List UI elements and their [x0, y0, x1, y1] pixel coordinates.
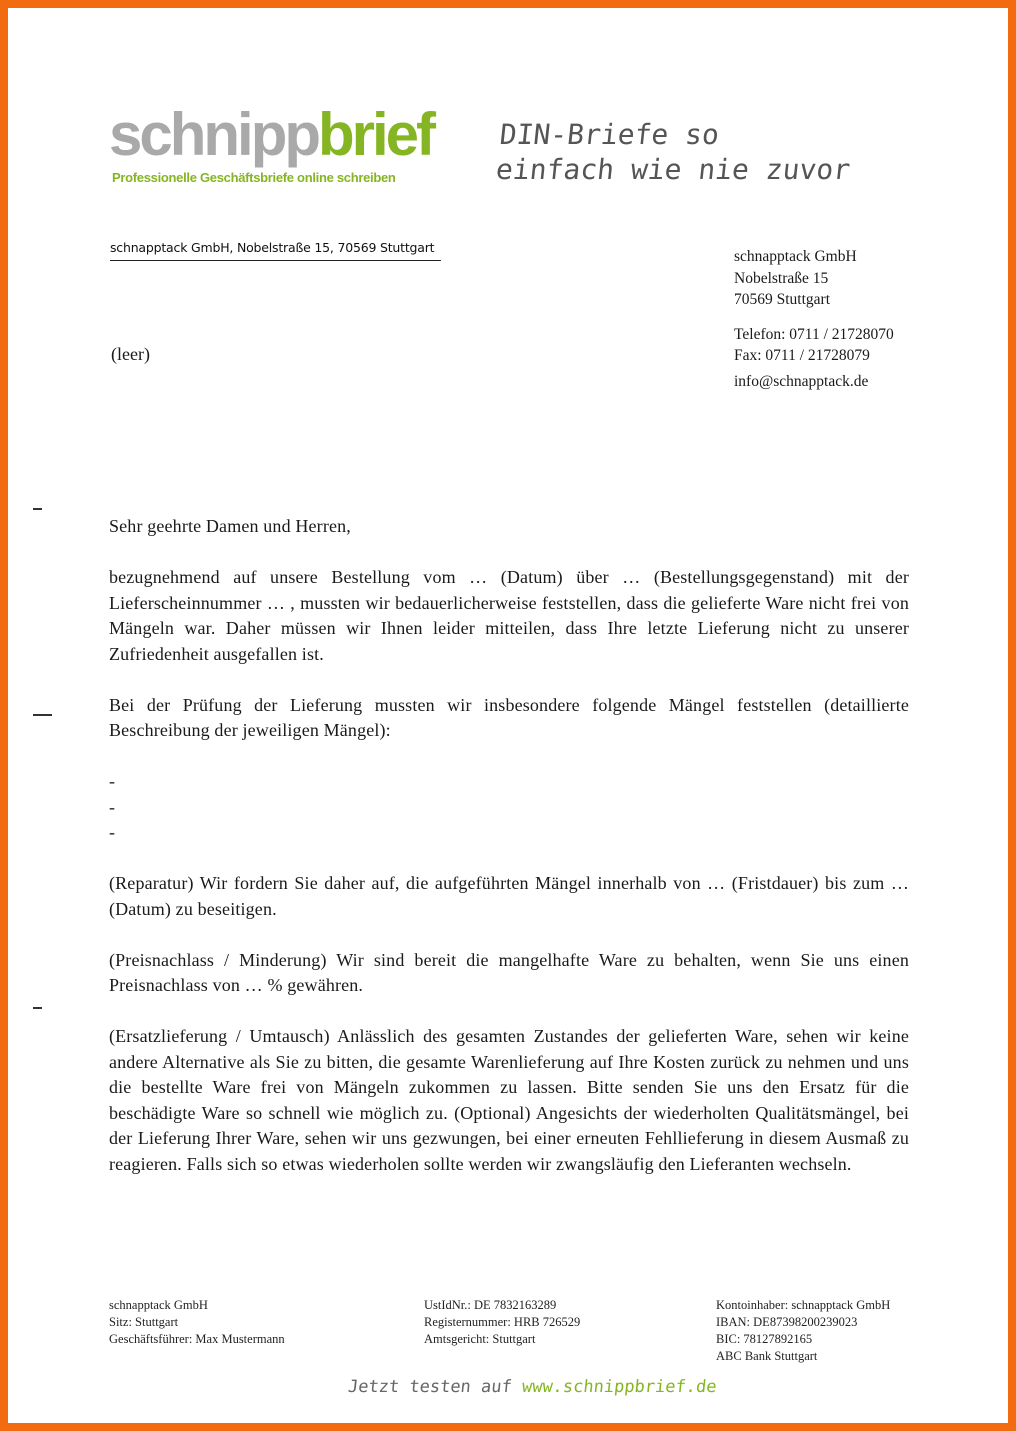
contact-email: info@schnapptack.de	[734, 372, 869, 390]
contact-street: Nobelstraße 15	[734, 269, 829, 287]
contact-phone: Telefon: 0711 / 21728070	[734, 325, 894, 343]
call-to-action	[347, 1377, 718, 1397]
contact-fax: Fax: 0711 / 21728079	[734, 347, 870, 364]
footer-line: ABC Bank Stuttgart	[716, 1349, 818, 1363]
footer-col-company	[109, 1297, 285, 1348]
paragraph-4: (Preisnachlass / Minderung) Wir sind bereit die mangelhafte Ware zu behalten, wenn Sie uns einen Preisnachlass von … % gewähren.	[109, 949, 909, 995]
salutation: Sehr geehrte Damen und Herren,	[109, 516, 351, 536]
cta-link[interactable]: www.schnippbrief.de	[520, 1377, 718, 1397]
footer-line: schnapptack GmbH	[109, 1298, 208, 1312]
paragraph-3: (Reparatur) Wir fordern Sie daher auf, die aufgeführten Mängel innerhalb von … (Fristdauer) bis zum … (Datum) zu beseitigen.	[109, 873, 909, 919]
paragraph-2: Bei der Prüfung der Lieferung mussten wir insbesondere folgende Mängel feststellen (detaillierte Beschreibung der jeweiligen Mängel):	[109, 694, 909, 740]
defect-item: -	[109, 796, 116, 817]
logo-tagline: Professionelle Geschäftsbriefe online schreiben	[112, 170, 396, 185]
footer-line: Amtsgericht: Stuttgart	[424, 1332, 536, 1346]
footer-line: Kontoinhaber: schnapptack GmbH	[716, 1298, 891, 1312]
contact-city: 70569 Stuttgart	[734, 291, 831, 308]
fold-mark-bottom	[33, 1007, 42, 1009]
sender-return-address: schnapptack GmbH, Nobelstraße 15, 70569 Stuttgart	[110, 240, 441, 261]
footer-line: IBAN: DE87398200239023	[716, 1315, 858, 1329]
punch-mark	[33, 714, 52, 716]
footer-line: Registernummer: HRB 726529	[424, 1315, 581, 1329]
contact-company: schnapptack GmbH	[734, 248, 857, 265]
slogan	[494, 117, 855, 187]
logo	[109, 100, 433, 170]
paragraph-5: (Ersatzlieferung / Umtausch) Anlässlich des gesamten Zustandes der gelieferten Ware, sehen wir keine andere Alternative als Sie zu bitten, die gesamte Warenlieferung auf Ihre Kosten zurück zu nehmen und uns die bestellte Ware frei von Mängeln zukommen zu lassen. Bitte senden Sie uns den Ersatz für die beschädigte Ware so schnell wie möglich zu. (Optional) Angesichts der wiederholten Qualitätsmängel, bei der Lieferung Ihrer Ware, sehen wir uns gezwungen, bei einer erneuten Fehllieferung in diesem Ausmaß zu reagieren. Falls sich so etwas wiederholen sollte werden wir zwangsläufig den Lieferanten wechseln.	[109, 1026, 909, 1174]
contact-block	[734, 246, 894, 392]
logo-text-brief: brief	[318, 101, 434, 168]
footer-line: Sitz: Stuttgart	[109, 1315, 179, 1329]
recipient-address: (leer)	[111, 344, 150, 364]
slogan-line-2: einfach wie nie zuvor	[494, 153, 852, 186]
footer-line: Geschäftsführer: Max Mustermann	[109, 1332, 285, 1346]
slogan-line-1: DIN-Briefe so	[498, 118, 721, 151]
footer-line: BIC: 78127892165	[716, 1332, 813, 1346]
paragraph-1: bezugnehmend auf unsere Bestellung vom … (Datum) über … (Bestellungsgegenstand) mit der Lieferscheinnummer … , mussten wir bedauerlicherweise feststellen, dass die gelieferte Ware nicht frei von Mängeln war. Daher müssen wir Ihnen leider mitteilen, dass Ihre letzte Lieferung nicht zu unserer Zufriedenheit ausgefallen ist.	[109, 567, 909, 664]
contact-phone-fax	[734, 324, 894, 367]
defect-item: -	[109, 822, 116, 842]
footer-col-registry	[424, 1297, 580, 1348]
footer-col-bank	[716, 1297, 890, 1365]
letter-body	[109, 514, 909, 1203]
logo-text-schnipp: schnipp	[109, 101, 319, 168]
defect-list	[109, 769, 909, 846]
footer-line: UstIdNr.: DE 7832163289	[424, 1298, 557, 1312]
defect-item: -	[109, 771, 116, 791]
fold-mark-top	[33, 508, 42, 510]
contact-address	[734, 246, 894, 311]
cta-text: Jetzt testen auf	[346, 1377, 524, 1397]
